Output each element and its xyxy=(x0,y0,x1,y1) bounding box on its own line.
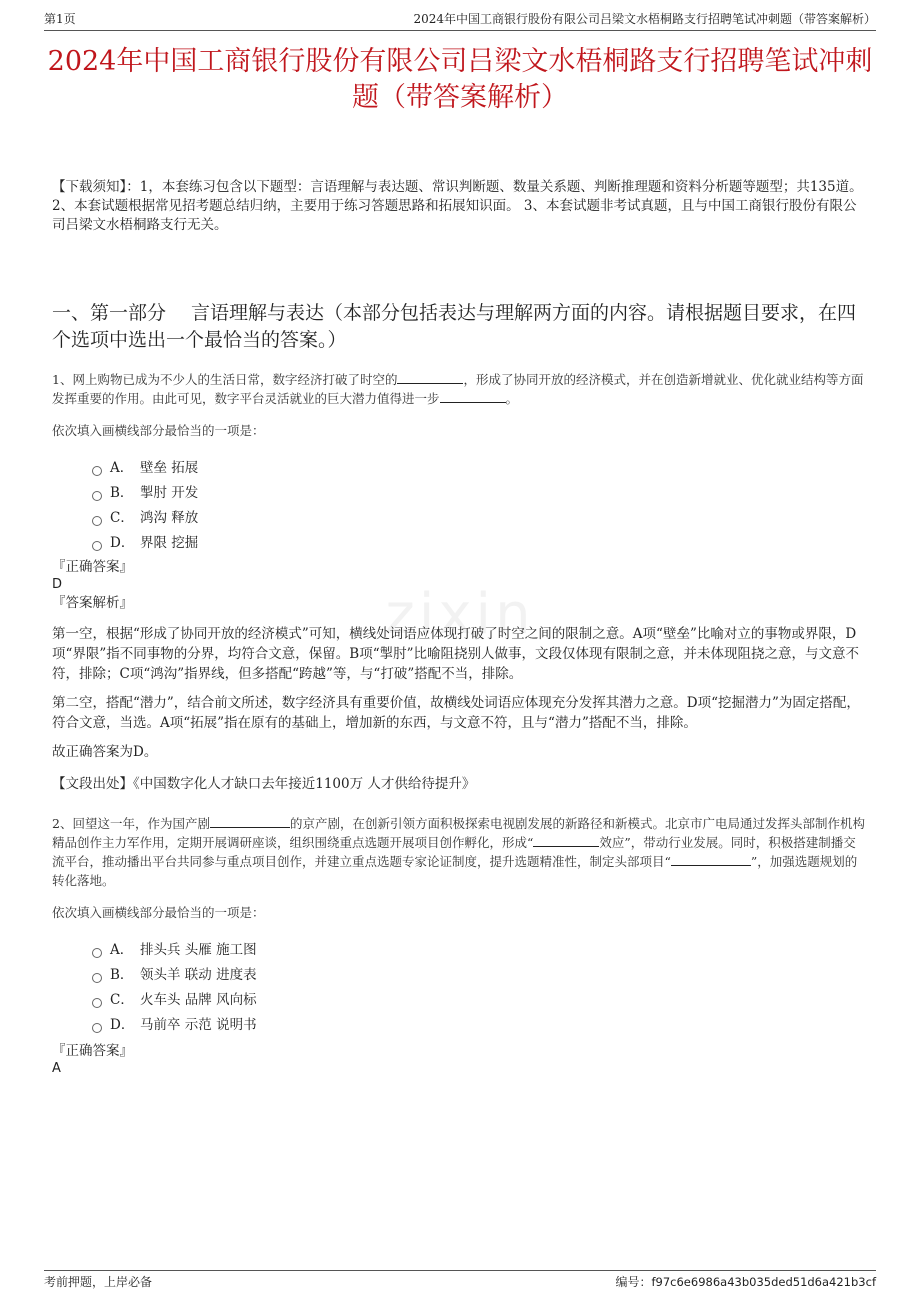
footer-code-value: f97c6e6986a43b035ded51d6a421b3cf xyxy=(651,1275,876,1289)
option-d[interactable] xyxy=(92,531,868,556)
radio-icon[interactable] xyxy=(92,491,102,501)
footer-code xyxy=(615,1271,876,1293)
question-1-text-part: 。 xyxy=(505,391,519,406)
question-1-instruction: 依次填入画横线部分最恰当的一项是： xyxy=(52,423,265,438)
question-1-answer xyxy=(52,558,868,794)
question-2-text xyxy=(52,814,868,890)
radio-icon[interactable] xyxy=(92,948,102,958)
footer-code-label: 编号： xyxy=(615,1275,652,1289)
question-2-instruction: 依次填入画横线部分最恰当的一项是： xyxy=(52,905,265,920)
option-c[interactable] xyxy=(92,988,868,1013)
question-1-options xyxy=(52,456,868,556)
question-2-options xyxy=(52,938,868,1038)
question-2-text-part: ”，加强选题规划的转化落地。 xyxy=(52,854,858,888)
option-letter: A． xyxy=(110,460,134,476)
question-2-answer xyxy=(52,1042,868,1078)
question-1-text xyxy=(52,370,868,408)
option-letter: A． xyxy=(110,942,134,958)
analysis-label: 『答案解析』 xyxy=(52,595,133,611)
question-2-text-part: 2、回望这一年，作为国产剧 xyxy=(52,816,210,831)
page-title: 2024年中国工商银行股份有限公司吕梁文水梧桐路支行招聘笔试冲刺题（带答案解析） xyxy=(47,46,873,113)
option-a[interactable] xyxy=(92,938,868,963)
option-d[interactable] xyxy=(92,1013,868,1038)
analysis-paragraph: 第一空，根据“形成了协同开放的经济模式”可知，横线处词语应体现打破了时空之间的限制之意。A项“壁垒”比喻对立的事物或界限，D项“界限”指不同事物的分界，均符合文意，保留。B项“掣肘”比喻阻挠别人做事，文段仅体现有限制之意，并未体现阻挠之意，与文意不符，排除；C项“鸿沟”指界线，但多搭配“跨越”等，与“打破”搭配不当，排除。 xyxy=(52,626,860,682)
footer-slogan: 考前押题，上岸必备 xyxy=(44,1275,153,1289)
question-2-text-part: 的京产剧，在创新引领方面积极探索电视剧发展的新路径和新模式。北京市广电局通过发挥头部制作机构精品创作主力军作用，定期开展调研座谈，组织围绕重点选题开展项目创作孵化，形成“ xyxy=(52,816,865,850)
answer-label: 『正确答案』 xyxy=(52,1043,133,1059)
option-letter: D． xyxy=(110,535,135,551)
option-text: 领头羊 联动 进度表 xyxy=(140,967,257,983)
question-1 xyxy=(52,370,868,556)
option-text: 鸿沟 释放 xyxy=(140,510,199,526)
section-heading: 一、第一部分 言语理解与表达（本部分包括表达与理解两方面的内容。请根据题目要求，在四个选项中选出一个最恰当的答案。） xyxy=(52,302,857,351)
answer-blank xyxy=(440,390,506,403)
question-1-text-part: 1、网上购物已成为不少人的生活日常，数字经济打破了时空的 xyxy=(52,372,398,387)
source-citation: 【文段出处】《中国数字化人才缺口去年接近1100万 人才供给待提升》 xyxy=(52,776,476,792)
option-letter: C． xyxy=(110,992,134,1008)
option-b[interactable] xyxy=(92,481,868,506)
radio-icon[interactable] xyxy=(92,516,102,526)
radio-icon[interactable] xyxy=(92,973,102,983)
option-letter: B． xyxy=(110,967,134,983)
analysis-conclusion: 故正确答案为D。 xyxy=(52,744,158,760)
option-text: 排头兵 头雁 施工图 xyxy=(140,942,257,958)
option-text: 马前卒 示范 说明书 xyxy=(140,1017,257,1033)
question-2 xyxy=(52,814,868,1038)
option-text: 火车头 品牌 风向标 xyxy=(140,992,257,1008)
option-a[interactable] xyxy=(92,456,868,481)
answer-value: A xyxy=(52,1061,61,1076)
radio-icon[interactable] xyxy=(92,1023,102,1033)
answer-blank xyxy=(533,834,599,847)
option-text: 界限 挖掘 xyxy=(140,535,199,551)
header-doc-title: 2024年中国工商银行股份有限公司吕梁文水梧桐路支行招聘笔试冲刺题（带答案解析） xyxy=(413,12,876,26)
radio-icon[interactable] xyxy=(92,466,102,476)
page-footer xyxy=(44,1270,876,1293)
question-2-text-part: 效应”，带动行业发展。同时，积极搭建制播交流平台，推动播出平台共同参与重点项目创作，并建立重点选题专家论证制度，提升选题精准性，制定头部项目“ xyxy=(52,835,856,869)
option-c[interactable] xyxy=(92,506,868,531)
analysis-paragraph: 第二空，搭配“潜力”，结合前文所述，数字经济具有重要价值，故横线处词语应体现充分发挥其潜力之意。D项“挖掘潜力”为固定搭配，符合文意，当选。A项“拓展”指在原有的基础上，增加新的东西，与文意不符，且与“潜力”搭配不当，排除。 xyxy=(52,695,860,731)
option-letter: C． xyxy=(110,510,134,526)
question-1-text-part: ，形成了协同开放的经济模式，并在创造新增就业、优化就业结构等方面发挥重要的作用。由此可见，数字平台灵活就业的巨大潜力值得进一步 xyxy=(52,372,864,406)
answer-blank xyxy=(210,815,290,828)
page-header xyxy=(44,8,876,31)
radio-icon[interactable] xyxy=(92,541,102,551)
answer-blank xyxy=(397,371,463,384)
option-letter: B． xyxy=(110,485,134,501)
download-notice: 【下载须知】：1，本套练习包含以下题型：言语理解与表达题、常识判断题、数量关系题、判断推理题和资料分析题等题型；共135道。 2、本套试题根据常见招考题总结归纳，主要用于练习答题思路和拓展知识面。 3、本套试题非考试真题，且与中国工商银行股份有限公司吕梁文水梧桐路支行无关。 xyxy=(52,179,863,233)
watermark: zixin xyxy=(385,582,535,647)
page-number: 第1页 xyxy=(44,12,76,26)
answer-label: 『正确答案』 xyxy=(52,559,133,575)
radio-icon[interactable] xyxy=(92,998,102,1008)
option-b[interactable] xyxy=(92,963,868,988)
answer-blank xyxy=(671,853,751,866)
option-text: 壁垒 拓展 xyxy=(140,460,199,476)
option-text: 掣肘 开发 xyxy=(140,485,199,501)
answer-value: D xyxy=(52,577,63,592)
option-letter: D． xyxy=(110,1017,135,1033)
